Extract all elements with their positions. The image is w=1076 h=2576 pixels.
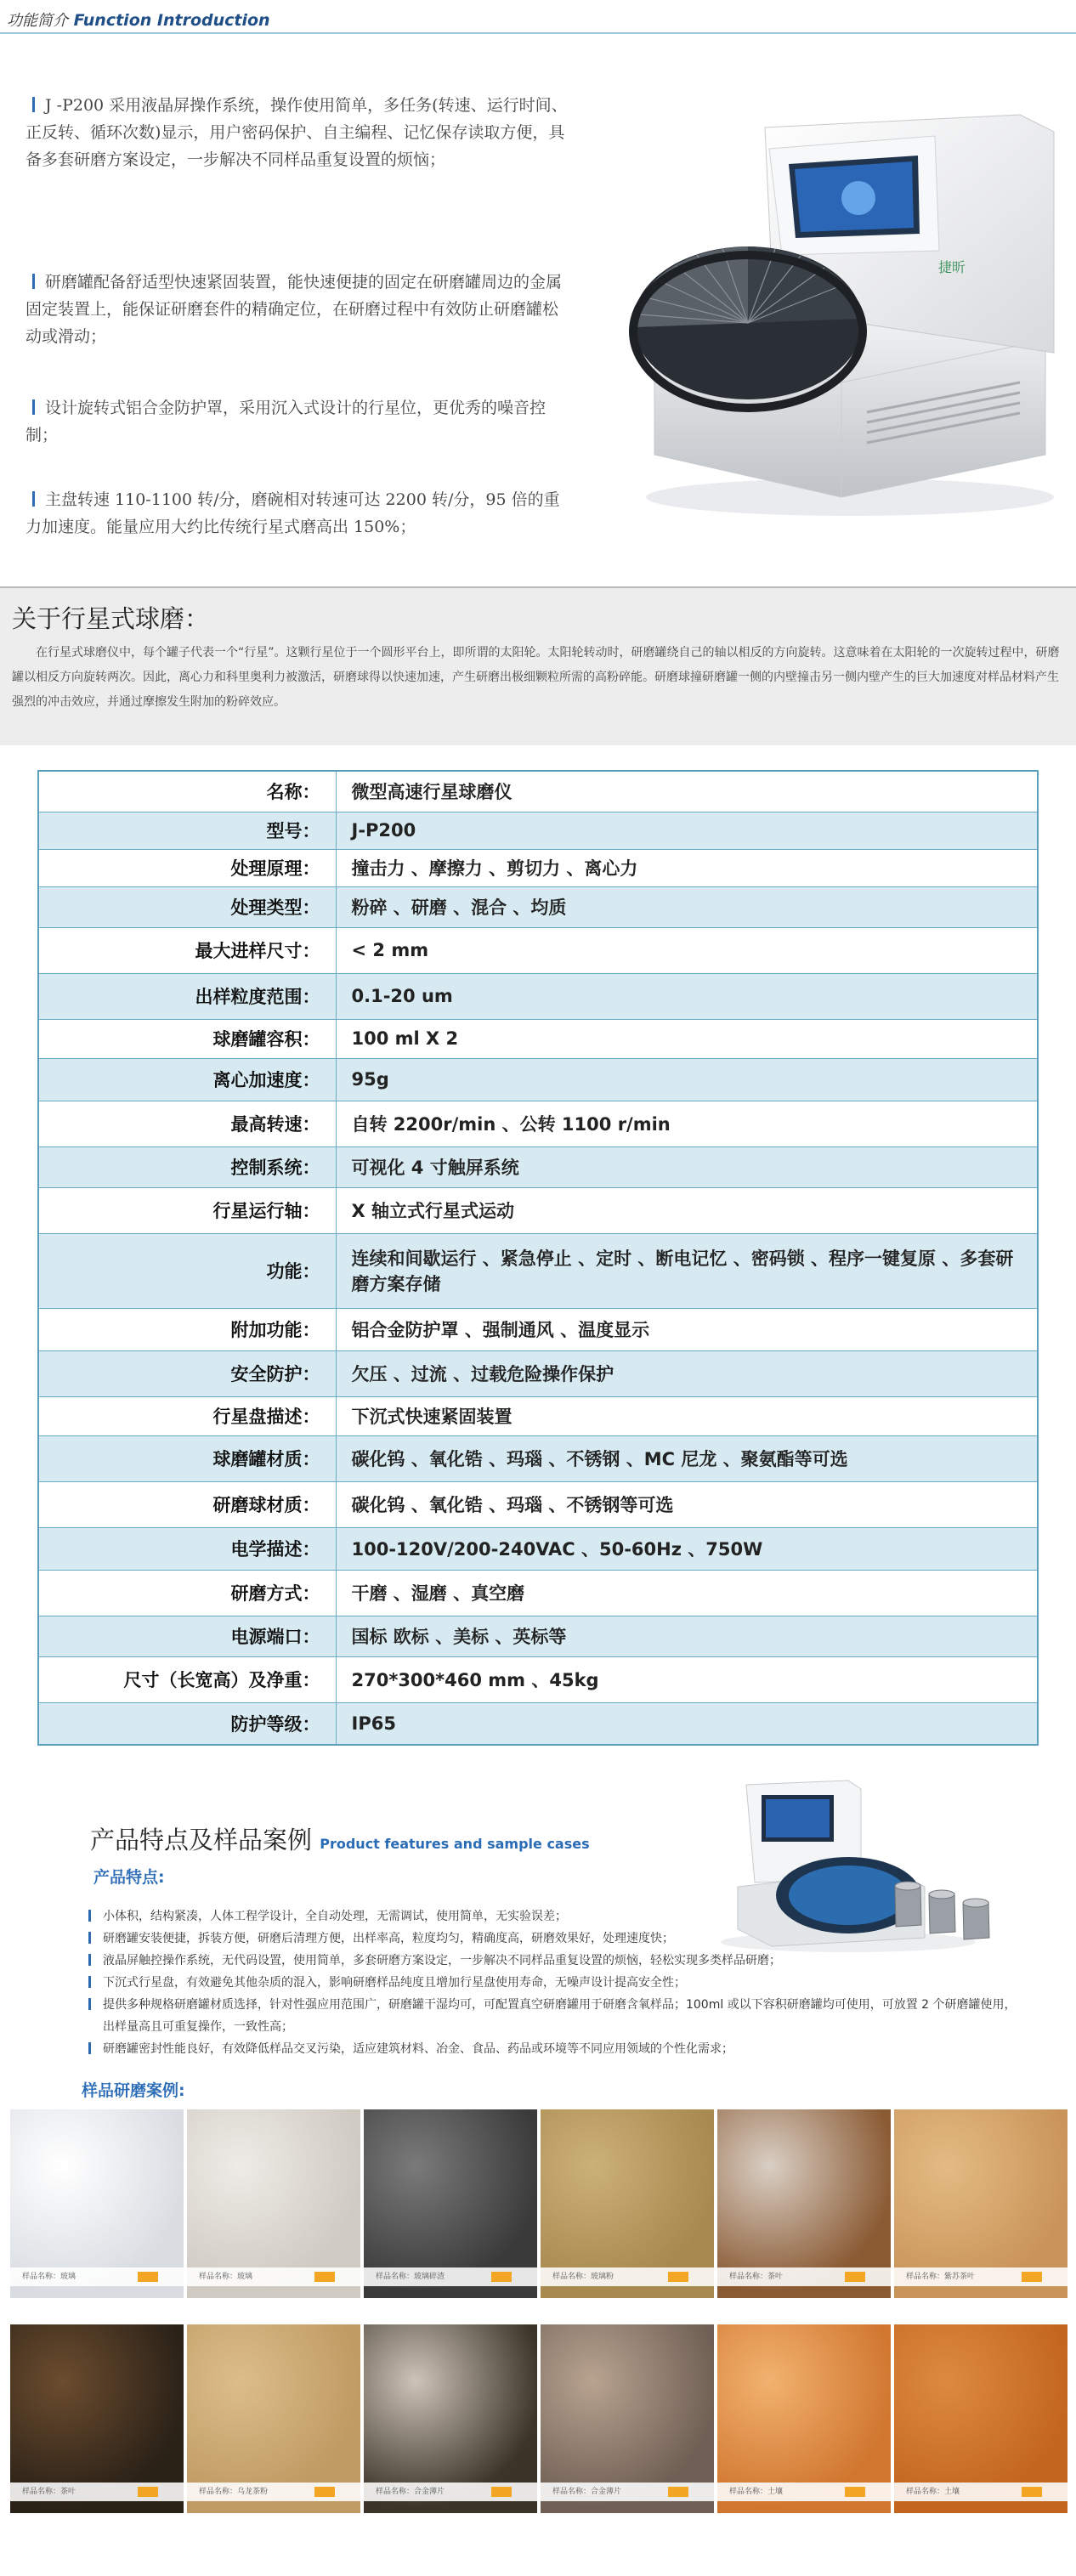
spec-key: 最高转速：	[38, 1101, 336, 1146]
spec-row	[38, 1656, 1038, 1702]
feature-text: 设计旋转式铝合金防护罩，采用沉入式设计的行星位，更优秀的噪音控制；	[25, 399, 546, 444]
feature-item	[25, 486, 569, 541]
sample-caption-text: 样品名称：合金薄片	[376, 2488, 445, 2496]
spec-key: 球磨罐容积：	[38, 1019, 336, 1058]
spec-value: < 2 mm	[336, 927, 1038, 973]
spec-value: 欠压 、过流 、过载危险操作保护	[336, 1350, 1038, 1396]
label-tag-icon	[491, 2272, 512, 2282]
product-features-title-en: Product features and sample cases	[320, 1836, 590, 1852]
product-features-title	[90, 1821, 590, 1856]
sample-caption	[717, 2267, 891, 2286]
spec-row	[38, 1146, 1038, 1187]
spec-key: 控制系统：	[38, 1146, 336, 1187]
spec-row	[38, 1570, 1038, 1616]
sample-caption	[894, 2483, 1068, 2501]
product-feature-text: 研磨罐密封性能良好，有效降低样品交叉污染，适应建筑材料、冶金、食品、药品或环境等不同应用领域的个性化需求；	[103, 2042, 733, 2056]
sample-image	[541, 2109, 714, 2298]
product-feature-item	[88, 1950, 1023, 1972]
section-title	[7, 8, 270, 31]
spec-value: 270*300*460 mm 、45kg	[336, 1656, 1038, 1702]
label-tag-icon	[138, 2487, 158, 2497]
sample-cases-title: 样品研磨案例:	[82, 2081, 185, 2100]
product-feature-item	[88, 1928, 1023, 1950]
spec-row	[38, 1396, 1038, 1435]
product-feature-text: 提供多种规格研磨罐材质选择，针对性强应用范围广，研磨罐干湿均可，可配置真空研磨罐用于研磨含氧样品；100ml 或以下容积研磨罐均可使用，可放置 2 个研磨罐使用，出样量高且可重复操作，一致性高；	[103, 1998, 1017, 2034]
spec-value: 碳化钨 、氧化锆 、玛瑙 、不锈钢等可选	[336, 1481, 1038, 1527]
label-tag-icon	[845, 2272, 865, 2282]
product-feature-item	[88, 2038, 1023, 2060]
spec-key: 安全防护：	[38, 1350, 336, 1396]
bullet-bar-icon	[32, 491, 35, 507]
sample-caption	[187, 2267, 360, 2286]
product-feature-item	[88, 1994, 1023, 2038]
spec-value: 0.1-20 um	[336, 973, 1038, 1019]
spec-value: 自转 2200r/min 、公转 1100 r/min	[336, 1101, 1038, 1146]
sample-image	[717, 2324, 891, 2513]
sample-image	[187, 2324, 360, 2513]
feature-item	[25, 269, 569, 350]
spec-row	[38, 1308, 1038, 1350]
product-features-subtitle: 产品特点:	[93, 1868, 165, 1887]
sample-caption-text: 样品名称：玻璃粉	[552, 2273, 614, 2281]
sample-caption-text: 样品名称：茶叶	[729, 2273, 784, 2281]
spec-row	[38, 927, 1038, 973]
spec-key: 电学描述：	[38, 1527, 336, 1570]
spec-value: 铝合金防护罩 、强制通风 、温度显示	[336, 1308, 1038, 1350]
spec-key: 行星盘描述：	[38, 1396, 336, 1435]
sample-caption	[10, 2483, 184, 2501]
sample-image	[541, 2324, 714, 2513]
sample-image	[894, 2109, 1068, 2298]
spec-value: 粉碎 、研磨 、混合 、均质	[336, 886, 1038, 927]
sample-caption	[10, 2267, 184, 2286]
feature-text: J -P200 采用液晶屏操作系统，操作使用简单，多任务(转速、运行时间、正反转、循环次数)显示，用户密码保护、自主编程、记忆保存读取方便，具备多套研磨方案设定，一步解决不同样品重复设置的烦恼；	[25, 96, 568, 169]
spec-value: J-P200	[336, 812, 1038, 849]
spec-row	[38, 849, 1038, 886]
sample-caption	[717, 2483, 891, 2501]
spec-key: 附加功能：	[38, 1308, 336, 1350]
spec-key: 行星运行轴：	[38, 1187, 336, 1233]
spec-value: 可视化 4 寸触屏系统	[336, 1146, 1038, 1187]
spec-row	[38, 1058, 1038, 1101]
spec-row	[38, 1435, 1038, 1481]
label-tag-icon	[668, 2272, 688, 2282]
spec-value: 连续和间歇运行 、紧急停止 、定时 、断电记忆 、密码锁 、程序一键复原 、多套研磨方案存储	[336, 1233, 1038, 1308]
spec-row	[38, 812, 1038, 849]
sample-caption-text: 样品名称：玻璃碎渣	[376, 2273, 445, 2281]
spec-key: 球磨罐材质：	[38, 1435, 336, 1481]
spec-key: 离心加速度：	[38, 1058, 336, 1101]
spec-row	[38, 1481, 1038, 1527]
sample-image	[10, 2324, 184, 2513]
spec-row	[38, 973, 1038, 1019]
feature-text: 研磨罐配备舒适型快速紧固装置，能快速便捷的固定在研磨罐周边的金属固定装置上，能保证研磨套件的精确定位，在研磨过程中有效防止研磨罐松动或滑动；	[25, 273, 563, 346]
ball-mill-machine-image	[620, 98, 1071, 527]
spec-row	[38, 771, 1038, 812]
product-feature-item	[88, 1972, 1023, 1994]
label-tag-icon	[491, 2487, 512, 2497]
spec-key: 电源端口：	[38, 1616, 336, 1656]
spec-value: 微型高速行星球磨仪	[336, 771, 1038, 812]
label-tag-icon	[668, 2487, 688, 2497]
spec-row	[38, 1702, 1038, 1745]
sample-image	[10, 2109, 184, 2298]
section-title-en: Function Introduction	[73, 11, 270, 30]
spec-row	[38, 1233, 1038, 1308]
label-tag-icon	[314, 2272, 335, 2282]
sample-caption-text: 样品名称：土壤	[729, 2488, 784, 2496]
spec-key: 名称：	[38, 771, 336, 812]
spec-row	[38, 1616, 1038, 1656]
spec-key: 处理类型：	[38, 886, 336, 927]
spec-value: 95g	[336, 1058, 1038, 1101]
product-feature-text: 下沉式行星盘，有效避免其他杂质的混入，影响研磨样品纯度且增加行星盘使用寿命，无噪声设计提高安全性；	[103, 1976, 686, 1990]
sample-image	[187, 2109, 360, 2298]
sample-caption-text: 样品名称：紫苏茶叶	[906, 2273, 976, 2281]
spec-key: 型号：	[38, 812, 336, 849]
bullet-bar-icon	[88, 2042, 91, 2054]
sample-caption	[187, 2483, 360, 2501]
product-features-title-cn: 产品特点及样品案例	[90, 1826, 313, 1854]
bullet-bar-icon	[88, 1954, 91, 1966]
sample-caption-text: 样品名称：土壤	[906, 2488, 960, 2496]
bullet-bar-icon	[88, 1932, 91, 1944]
spec-value: 100 ml X 2	[336, 1019, 1038, 1058]
brand-logo: 捷昕	[938, 259, 966, 275]
bullet-bar-icon	[88, 1998, 91, 2010]
bullet-bar-icon	[88, 1976, 91, 1988]
header-divider	[0, 32, 1076, 34]
feature-text: 主盘转速 110-1100 转/分，磨碗相对转速可达 2200 转/分，95 倍的重力加速度。能量应用大约比传统行星式磨高出 150%；	[25, 490, 560, 536]
sample-caption-text: 样品名称：乌龙茶粉	[199, 2488, 269, 2496]
spec-value: 下沉式快速紧固装置	[336, 1396, 1038, 1435]
sample-caption	[894, 2267, 1068, 2286]
label-tag-icon	[1022, 2487, 1042, 2497]
spec-row	[38, 1350, 1038, 1396]
product-feature-text: 小体积，结构紧凑，人体工程学设计，全自动处理，无需调试，使用简单，无实验误差；	[103, 1910, 567, 1923]
spec-row	[38, 1019, 1038, 1058]
bullet-bar-icon	[88, 1910, 91, 1922]
sample-caption	[364, 2483, 537, 2501]
spec-key: 防护等级：	[38, 1702, 336, 1745]
sample-caption-text: 样品名称：玻璃	[22, 2273, 76, 2281]
spec-value: 撞击力 、摩擦力 、剪切力 、离心力	[336, 849, 1038, 886]
spec-value: 100-120V/200-240VAC 、50-60Hz 、750W	[336, 1527, 1038, 1570]
product-feature-item	[88, 1905, 1023, 1928]
spec-value: IP65	[336, 1702, 1038, 1745]
bullet-bar-icon	[32, 97, 35, 112]
product-feature-text: 液晶屏触控操作系统，无代码设置，使用简单，多套研磨方案设定，一步解决不同样品重复设置的烦恼，轻松实现多类样品研磨；	[103, 1954, 781, 1967]
spec-value: 碳化钨 、氧化锆 、玛瑙 、不锈钢 、MC 尼龙 、聚氨酯等可选	[336, 1435, 1038, 1481]
feature-item	[25, 92, 569, 173]
label-tag-icon	[1022, 2272, 1042, 2282]
sample-caption-text: 样品名称：玻璃	[199, 2273, 253, 2281]
spec-key: 研磨方式：	[38, 1570, 336, 1616]
sample-image	[364, 2324, 537, 2513]
label-tag-icon	[845, 2487, 865, 2497]
about-title: 关于行星式球磨：	[12, 604, 210, 633]
spec-value: 干磨 、湿磨 、真空磨	[336, 1570, 1038, 1616]
about-text: 在行星式球磨仪中，每个罐子代表一个“行星”。这颗行星位于一个圆形平台上，即所谓的太阳轮。太阳轮转动时，研磨罐绕自己的轴以相反的方向旋转。这意味着在太阳轮的一次旋转过程中，研磨罐以相反方向旋转两次。因此，离心力和科里奥利力被激活，研磨球得以快速加速，产生研磨出极细颗粒所需的高粉碎能。研磨球撞研磨罐一侧的内壁撞击另一侧内壁产生的巨大加速度对样品材料产生强烈的冲击效应，并通过摩擦发生附加的粉碎效应。	[12, 646, 1060, 709]
spec-key: 功能：	[38, 1233, 336, 1308]
product-feature-text: 研磨罐安装便捷，拆装方便，研磨后清理方便，出样率高，粒度均匀，精确度高，研磨效果好，处理速度快；	[103, 1932, 674, 1945]
section-title-cn: 功能简介	[7, 12, 68, 30]
spec-key: 研磨球材质：	[38, 1481, 336, 1527]
spec-value: 国标 欧标 、美标 、英标等	[336, 1616, 1038, 1656]
spec-key: 出样粒度范围：	[38, 973, 336, 1019]
sample-caption	[364, 2267, 537, 2286]
bullet-bar-icon	[32, 399, 35, 415]
spec-value: X 轴立式行星式运动	[336, 1187, 1038, 1233]
sample-image	[364, 2109, 537, 2298]
sample-image	[894, 2324, 1068, 2513]
label-tag-icon	[138, 2272, 158, 2282]
sample-caption-text: 样品名称：合金薄片	[552, 2488, 622, 2496]
spec-row	[38, 1101, 1038, 1146]
sample-caption	[541, 2483, 714, 2501]
spec-row	[38, 886, 1038, 927]
spec-key: 最大进样尺寸：	[38, 927, 336, 973]
sample-caption	[541, 2267, 714, 2286]
feature-item	[25, 394, 569, 449]
spec-table	[37, 770, 1039, 1746]
spec-row	[38, 1527, 1038, 1570]
sample-image	[717, 2109, 891, 2298]
sample-caption-text: 样品名称：茶叶	[22, 2488, 76, 2496]
spec-key: 尺寸（长宽高）及净重：	[38, 1656, 336, 1702]
spec-key: 处理原理：	[38, 849, 336, 886]
label-tag-icon	[314, 2487, 335, 2497]
spec-row	[38, 1187, 1038, 1233]
bullet-bar-icon	[32, 274, 35, 289]
